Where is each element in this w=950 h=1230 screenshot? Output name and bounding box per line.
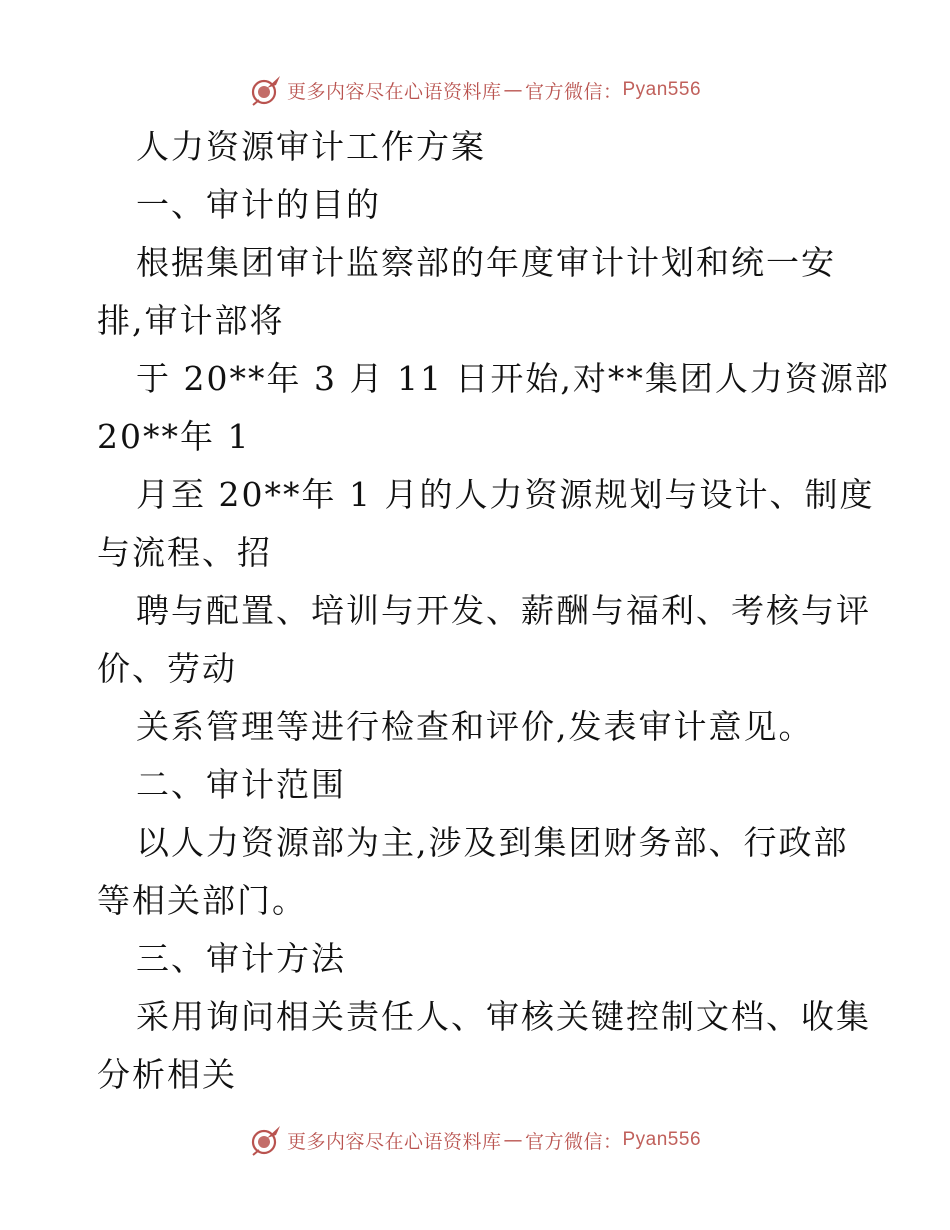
paragraph-line: 等相关部门。: [97, 881, 307, 920]
paragraph-line: 价、劳动: [97, 649, 237, 688]
section-heading-scope: 二、审计范围: [136, 765, 346, 804]
watermark-wechat-id: Pyan556: [622, 79, 702, 100]
section-heading-purpose: 一、审计的目的: [136, 185, 381, 224]
paragraph-line: 与流程、招: [97, 533, 272, 572]
quill-seal-icon: [249, 73, 283, 107]
paragraph-line: 于 20**年 3 月 11 日开始,对**集团人力资源部: [136, 359, 890, 398]
paragraph-line: 关系管理等进行检查和评价,发表审计意见。: [136, 707, 814, 746]
watermark-dash: —: [503, 79, 523, 101]
paragraph-line: 以人力资源部为主,涉及到集团财务部、行政部: [136, 823, 849, 862]
document-title: 人力资源审计工作方案: [136, 127, 486, 166]
paragraph-line: 20**年 1: [97, 417, 251, 456]
watermark-wechat-label: 官方微信：: [524, 1130, 623, 1153]
section-heading-method: 三、审计方法: [136, 939, 346, 978]
paragraph-line: 根据集团审计监察部的年度审计计划和统一安: [136, 243, 836, 282]
paragraph-line: 排,审计部将: [97, 301, 285, 340]
quill-seal-icon: [249, 1123, 283, 1157]
watermark-site-text: 更多内容尽在心语资料库: [286, 80, 502, 103]
paragraph-line: 月至 20**年 1 月的人力资源规划与设计、制度: [136, 475, 875, 514]
watermark-header: [0, 72, 950, 108]
watermark-footer: [0, 1122, 950, 1158]
paragraph-line: 分析相关: [97, 1055, 237, 1094]
watermark-wechat-id: Pyan556: [622, 1129, 702, 1150]
watermark-wechat-label: 官方微信：: [524, 80, 623, 103]
watermark-site-text: 更多内容尽在心语资料库: [286, 1130, 502, 1153]
paragraph-line: 聘与配置、培训与开发、薪酬与福利、考核与评: [136, 591, 871, 630]
paragraph-line: 采用询问相关责任人、审核关键控制文档、收集: [136, 997, 871, 1036]
watermark-dash: —: [503, 1129, 523, 1151]
